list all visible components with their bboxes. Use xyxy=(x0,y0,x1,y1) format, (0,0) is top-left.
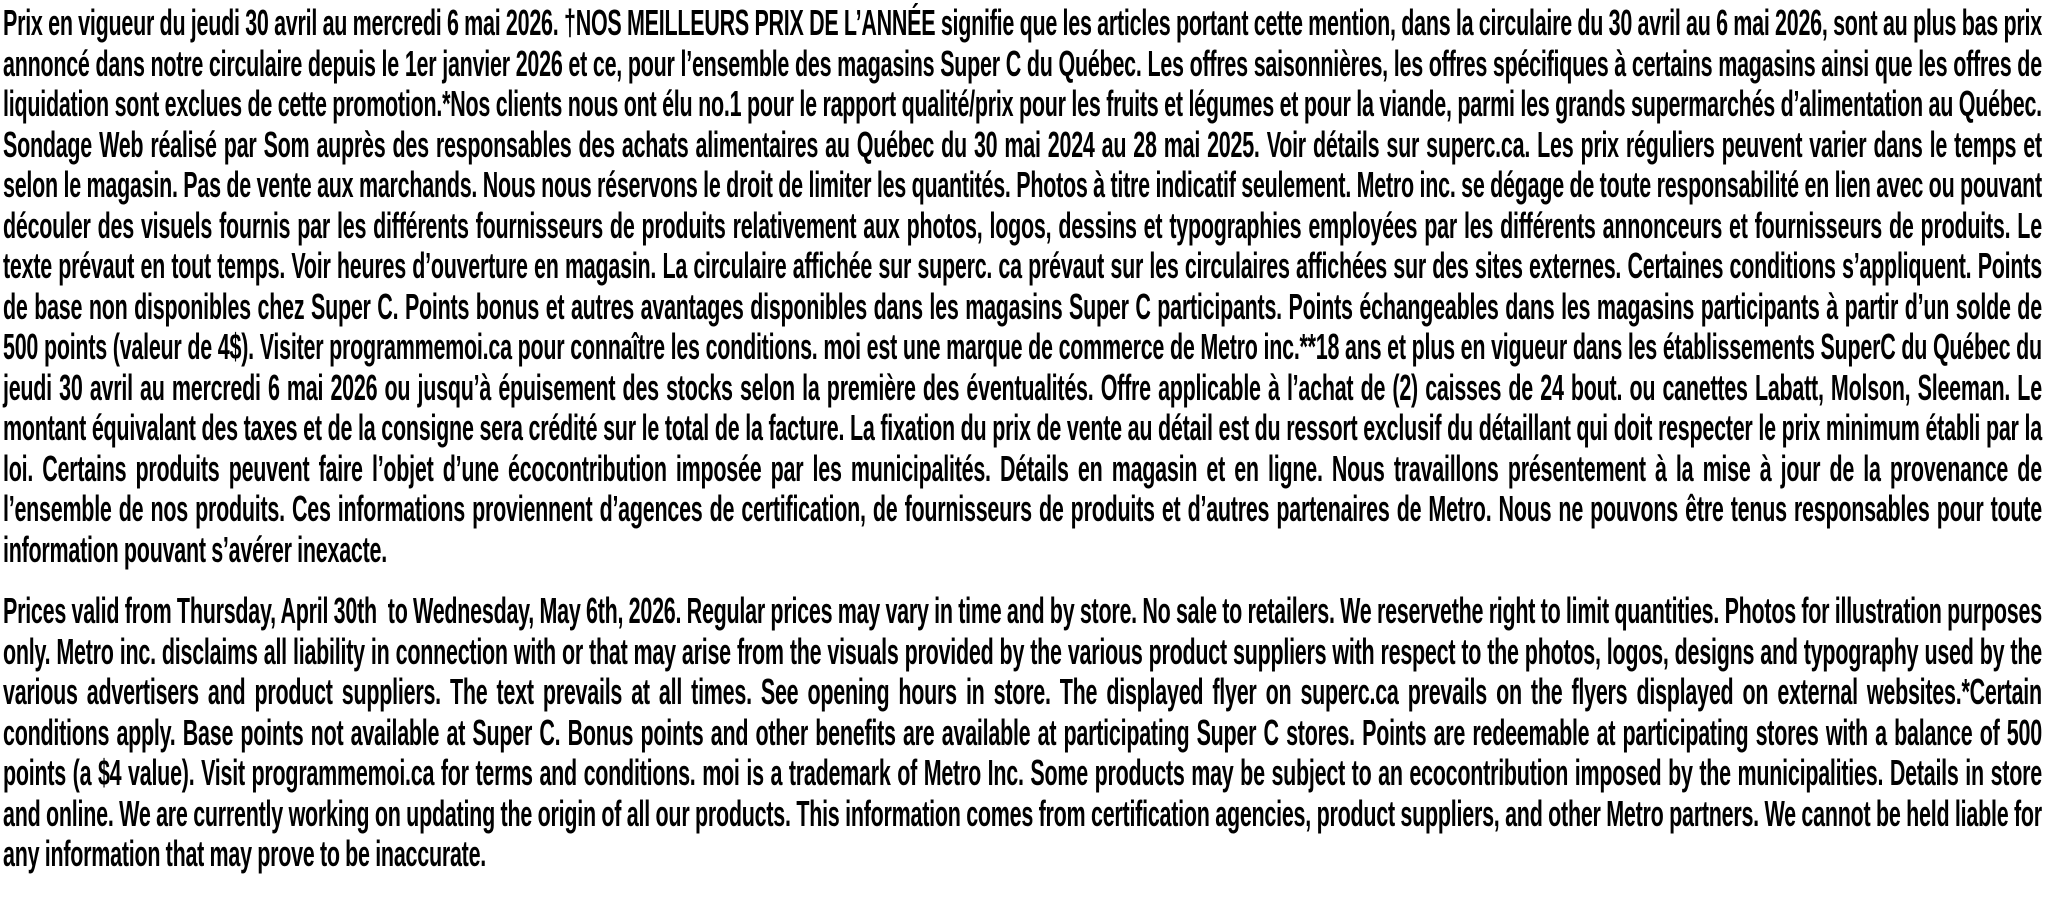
legal-text-french: Prix en vigueur du jeudi 30 avril au mercredi 6 mai 2026. †NOS MEILLEURS PRIX DE L’ANNÉE signifie que les articles portant cette mention, dans la circulaire du 30 avril au 6 mai 2026, sont au plus bas prix annoncé dans notre circulaire depuis le 1er janvier 2026 et ce, pour l’ensemble des magasins Super C du Québec. Les offres saisonnières, les offres spécifiques à certains magasins ainsi que les offres de liquidation sont exclues de cette promotion.*Nos clients nous ont élu no.1 pour le rapport qualité/prix pour les fruits et légumes et pour la viande, parmi les grands supermarchés d’alimentation au Québec. Sondage Web réalisé par Som auprès des responsables des achats alimentaires au Québec du 30 mai 2024 au 28 mai 2025. Voir détails sur superc.ca. Les prix réguliers peuvent varier dans le temps et selon le magasin. Pas de vente aux marchands. Nous nous réservons le droit de limiter les quantités. Photos à titre indicatif seulement. Metro inc. se dégage de toute responsabilité en lien avec ou pouvant découler des visuels fournis par les différents fournisseurs de produits relativement aux photos, logos, dessins et typographies employées par les différents annonceurs et fournisseurs de produits. Le texte prévaut en tout temps. Voir heures d’ouverture en magasin. La circulaire affichée sur superc. ca prévaut sur les circulaires affichées sur des sites externes. Certaines conditions s’appliquent. Points de base non disponibles chez Super C. Points bonus et autres avantages disponibles dans les magasins Super C participants. Points échangeables dans les magasins participants à partir d’un solde de 500 points (valeur de 4$). Visiter programmemoi.ca pour connaître les conditions. moi est une marque de commerce de Metro inc.**18 ans et plus en vigueur dans les établissements SuperC du Québec du jeudi 30 avril au mercredi 6 mai 2026 ou jusqu’à épuisement des stocks selon la première des éventualités. Offre applicable à l’achat de (2) caisses de 24 bout. ou canettes Labatt, Molson, Sleeman. Le montant équivalant des taxes et de la consigne sera crédité sur le total de la facture. La fixation du prix de vente au détail est du ressort exclusif du détaillant qui doit respecter le prix minimum établi par la loi. Certains produits peuvent faire l’objet d’une écocontribution imposée par les municipalités. Détails en magasin et en ligne. Nous travaillons présentement à la mise à jour de la provenance de l’ensemble de nos produits. Ces informations proviennent d’agences de certification, de fournisseurs de produits et d’autres partenaires de Metro. Nous ne pouvons être tenus responsables pour toute information pouvant s’avérer inexacte. xyxy=(2,2,2048,570)
legal-text-english: Prices valid from Thursday, April 30th to Wednesday, May 6th, 2026. Regular prices may vary in time and by store. No sale to retailers. We reservethe right to limit quantities. Photos for illustration purposes only. Metro inc. disclaims all liability in connection with or that may arise from the visuals provided by the various product suppliers with respect to the photos, logos, designs and typography used by the various advertisers and product suppliers. The text prevails at all times. See opening hours in store. The displayed flyer on superc.ca prevails on the flyers displayed on external websites.*Certain conditions apply. Base points not available at Super C. Bonus points and other benefits are available at participating Super C stores. Points are redeemable at participating stores with a balance of 500 points (a $4 value). Visit programmemoi.ca for terms and conditions. moi is a trademark of Metro Inc. Some products may be subject to an ecocontribution imposed by the municipalities. Details in store and online. We are currently working on updating the origin of all our products. This information comes from certification agencies, product suppliers, and other Metro partners. We cannot be held liable for any information that may prove to be inaccurate. xyxy=(2,590,2048,874)
